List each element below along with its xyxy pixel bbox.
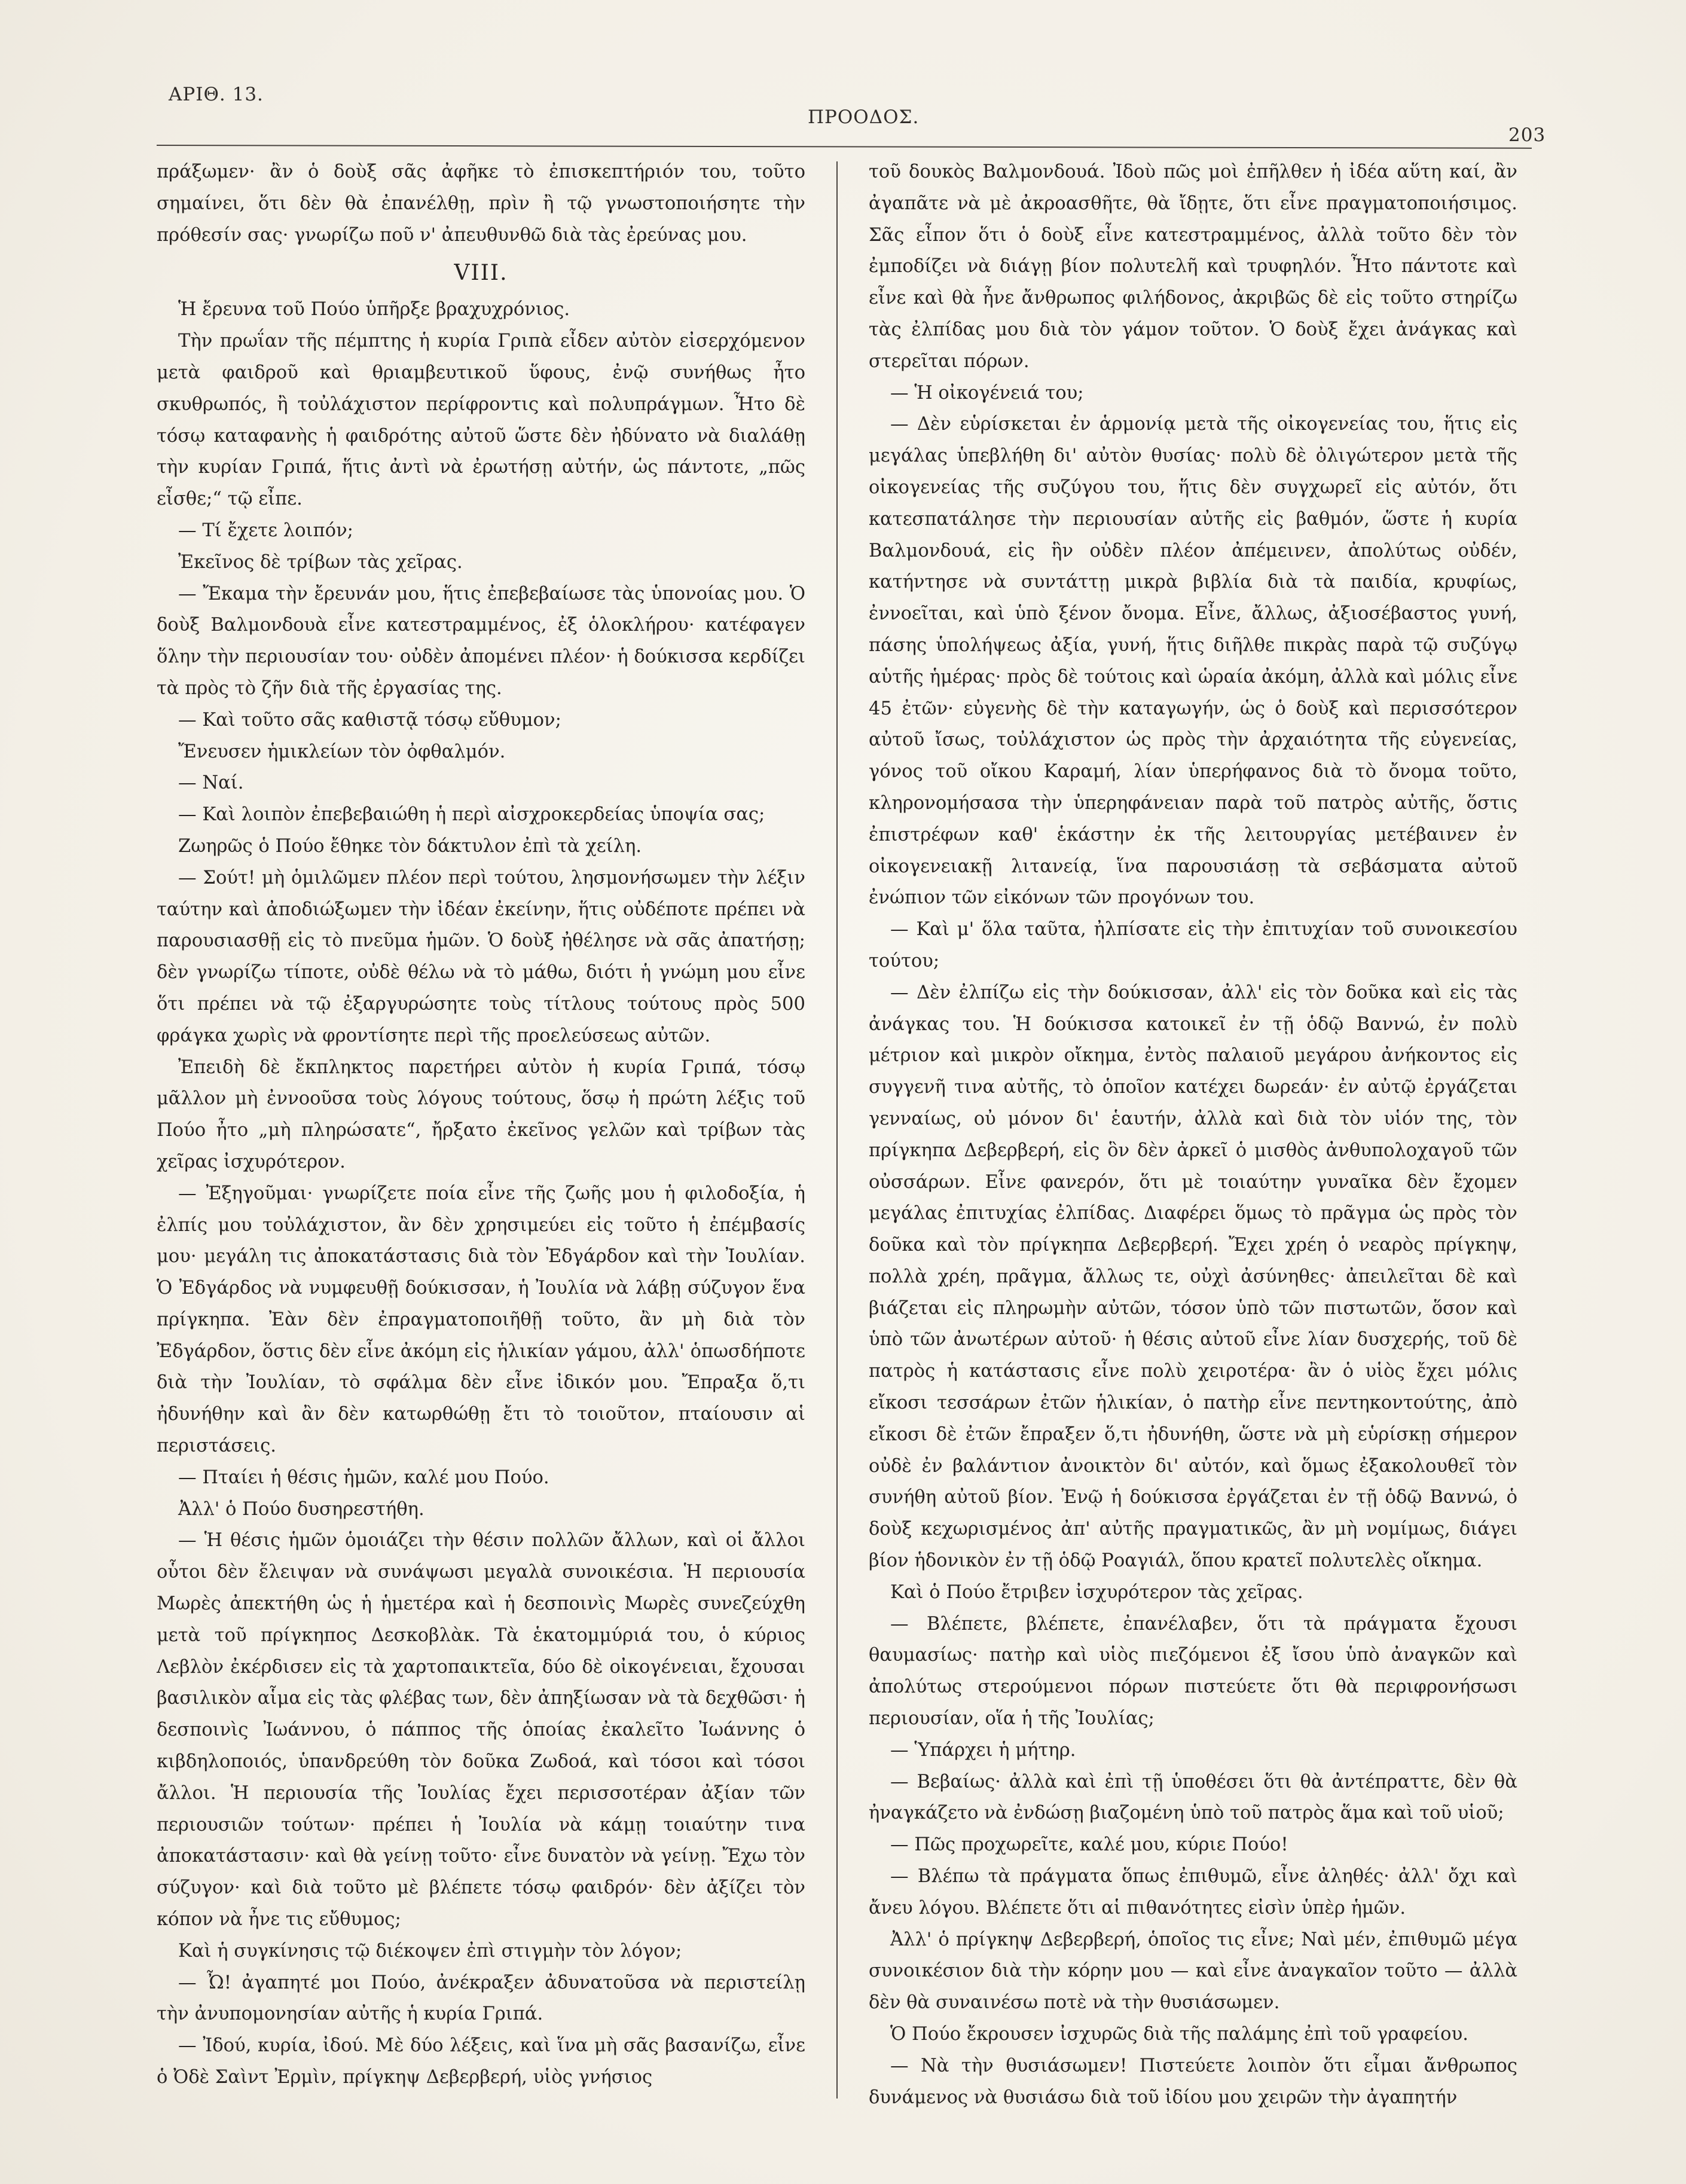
paragraph: — Σούτ! μὴ ὁμιλῶμεν πλέον περὶ τούτου, λησμονήσωμεν τὴν λέξιν ταύτην καὶ ἀποδιώξωμεν τὴν ἰδέαν ἐκείνην, ἥτις οὐδέποτε πρέπει νὰ παρουσιασθῇ εἰς τὸ πνεῦμα ἡμῶν. Ὁ δοὺξ ἠθέλησε νὰ σᾶς ἀπατήσῃ; δὲν γνωρίζω τίποτε, οὐδὲ θέλω νὰ τὸ μάθω, διότι ἡ γνώμη μου εἶνε ὅτι πρέπει νὰ τῷ ἐξαργυρώσητε τοὺς τίτλους τούτους πρὸς 500 φράγκα χωρὶς νὰ φροντίσητε περὶ τῆς προελεύσεως αὐτῶν. — [157, 867, 805, 1046]
column-divider — [836, 161, 838, 2099]
paragraph: — Βλέπω τὰ πράγματα ὅπως ἐπιθυμῶ, εἶνε ἀληθές· ἀλλ' ὄχι καὶ ἄνευ λόγου. Βλέπετε ὅτι αἱ πιθανότητες εἰσὶν ὑπὲρ ἡμῶν. — [869, 1866, 1517, 1919]
paragraph: — Ἐξηγοῦμαι· γνωρίζετε ποία εἶνε τῆς ζωῆς μου ἡ φιλοδοξία, ἡ ἐλπίς μου τοὐλάχιστον, ἂν δὲν χρησιμεύει εἰς τοῦτο ἡ ἐπέμβασίς μου· μεγάλη τις ἀποκατάστασις διὰ τὸν Ἐδγάρδον καὶ τὴν Ἰουλίαν. Ὁ Ἐδγάρδος νὰ νυμφευθῇ δούκισσαν, ἡ Ἰουλία νὰ λάβῃ σύζυγον ἕνα πρίγκηπα. Ἐὰν δὲν ἐπραγματοποιῆθῇ τοῦτο, ἂν μὴ διὰ τὸν Ἐδγάρδον, ὅστις δὲν εἶνε ἀκόμη εἰς ἡλικίαν γάμου, ἀλλ' ὁπωσδήποτε διὰ τὴν Ἰουλίαν, τὸ σφάλμα δὲν εἶνε ἰδικόν μου. Ἔπραξα ὅ,τι ἠδυνήθην καὶ ἂν δὲν κατωρθώθῃ ἔτι τὸ τοιοῦτον, πταίουσιν αἱ περιστάσεις. — [157, 1183, 805, 1457]
section-heading: VIII. — [454, 261, 508, 286]
left-column — [157, 157, 805, 2094]
paragraph: — Ὑπάρχει ἡ μήτηρ. — [890, 1739, 1076, 1761]
paragraph: Καὶ ὁ Πούο ἔτριβεν ἰσχυρότερον τὰς χεῖρας. — [890, 1581, 1303, 1603]
left-paragraphs — [157, 294, 805, 2093]
page-number: 203 — [1508, 124, 1546, 146]
right-intro-paragraph: τοῦ δουκὸς Βαλμονδουά. Ἰδοὺ πῶς μοὶ ἐπῆλθεν ἡ ἰδέα αὕτη καί, ἂν ἀγαπᾶτε νὰ μὲ ἀκροασθῆτε, θὰ ἴδῃτε, ὅτι εἶνε πραγματοποιήσιμος. Σᾶς εἶπον ὅτι ὁ δοὺξ εἶνε κατεστραμμένος, ἀλλὰ τοῦτο δὲν τὸν ἐμποδίζει νὰ διάγῃ βίον πολυτελῆ καὶ τρυφηλόν. Ἦτο πάντοτε καὶ εἶνε καὶ θὰ ἦνε ἄνθρωπος φιλήδονος, ἀκριβῶς δὲ εἰς τοῦτο στηρίζω τὰς ἐλπίδας μου διὰ τὸν γάμον τοῦτον. Ὁ δοὺξ ἔχει ἀνάγκας καὶ στερεῖται πόρων. — [869, 161, 1517, 372]
paragraph: Ζωηρῶς ὁ Πούο ἔθηκε τὸν δάκτυλον ἐπὶ τὰ χείλη. — [178, 835, 642, 857]
paragraph: — Ἔκαμα τὴν ἔρευνάν μου, ἥτις ἐπεβεβαίωσε τὰς ὑπονοίας μου. Ὁ δοὺξ Βαλμονδουὰ εἶνε κατεστραμμένος, ἐξ ὁλοκλήρου· κατέφαγεν ὅλην τὴν περιουσίαν του· οὐδὲν ἀπομένει πλέον· ἡ δούκισσα κερδίζει τὰ πρὸς τὸ ζῆν διὰ τῆς ἐργασίας της. — [157, 583, 805, 699]
paragraph: Τὴν πρωΐαν τῆς πέμπτης ἡ κυρία Γριπὰ εἶδεν αὐτὸν εἰσερχόμενον μετὰ φαιδροῦ καὶ θριαμβευτικοῦ ὕφους, ἐνῷ συνήθως ἦτο σκυθρωπός, ἢ τοὐλάχιστον περίφροντις καὶ πολυπράγμων. Ἦτο δὲ τόσῳ καταφανὴς ἡ φαιδρότης αὐτοῦ ὥστε δὲν ἠδύνατο νὰ διαλάθῃ τὴν κυρίαν Γριπά, ἥτις ἀντὶ νὰ ἐρωτήσῃ αὐτήν, ὡς πάντοτε, „πῶς εἶσθε;“ τῷ εἶπε. — [157, 331, 805, 510]
issue-number: ΑΡΙΘ. 13. — [169, 84, 264, 105]
paragraph: Καὶ ἡ συγκίνησις τῷ διέκοψεν ἐπὶ στιγμὴν τὸν λόγον; — [178, 1940, 682, 1962]
paragraph: — Πῶς προχωρεῖτε, καλέ μου, κύριε Πούο! — [890, 1834, 1288, 1856]
paragraph: Ὁ Πούο ἔκρουσεν ἰσχυρῶς διὰ τῆς παλάμης ἐπὶ τοῦ γραφείου. — [890, 2024, 1468, 2045]
paragraph: — Βλέπετε, βλέπετε, ἐπανέλαβεν, ὅτι τὰ πράγματα ἔχουσι θαυμασίως· πατὴρ καὶ υἱὸς πιεζόμενοι ἐξ ἴσου ὑπὸ ἀναγκῶν καὶ ἀπολύτως στερούμενοι πόρων πιστεύετε ὅτι θὰ περιφρονήσωσι περιουσίαν, οἵα ἡ τῆς Ἰουλίας; — [869, 1613, 1517, 1730]
right-column — [869, 157, 1517, 2113]
paragraph: — Ὦ! ἀγαπητέ μοι Πούο, ἀνέκραξεν ἀδυνατοῦσα νὰ περιστείλῃ τὴν ἀνυπομονησίαν αὐτῆς ἡ κυρία Γριπά. — [157, 1972, 805, 2025]
paragraph: — Δὲν εὑρίσκεται ἐν ἁρμονίᾳ μετὰ τῆς οἰκογενείας του, ἥτις εἰς μεγάλας ὑπεβλήθη δι' αὐτὸν θυσίας· πολὺ δὲ ὀλιγώτερον μετὰ τῆς οἰκογενείας τῆς συζύγου του, ἥτις δὲν συγχωρεῖ εἰς αὐτόν, ὅτι κατεσπατάλησε τὴν περιουσίαν αὐτῆς εἰς βαθμόν, ὥστε ἡ κυρία Βαλμονδουά, εἰς ἣν οὐδὲν πλέον ἀπέμεινεν, ἀπολύτως οὐδέν, κατήντησε νὰ συντάττῃ μικρὰ βιβλία διὰ τὰ παιδία, κρυφίως, ἐννοεῖται, καὶ ὑπὸ ξένον ὄνομα. Εἶνε, ἄλλως, ἀξιοσέβαστος γυνή, πάσης ὑπολήψεως ἀξία, γυνή, ἥτις διῆλθε πικρὰς παρὰ τῷ συζύγῳ αὑτῆς ἡμέρας· πρὸς δὲ τούτοις καὶ ὡραία ἀκόμη, ἀλλὰ καὶ μόλις εἶνε 45 ἐτῶν· εὐγενὴς δὲ τὴν καταγωγήν, ὡς ὁ δοὺξ καὶ περισσότερον αὐτοῦ ἴσως, τοὐλάχιστον ὡς πρὸς τὴν ἀρχαιότητα τῆς εὐγενείας, γόνος τοῦ οἴκου Καραμή, λίαν ὑπερήφανος διὰ τὸ ὄνομα τοῦτο, κληρονομήσασα τὴν ὑπερηφάνειαν παρὰ τοῦ πατρὸς αὐτῆς, ὅστις ἐπιστρέφων καθ' ἑκάστην ἐκ τῆς λειτουργίας μετέβαινεν ἐν οἰκογενειακῇ λιτανείᾳ, ἵνα παρουσιάσῃ τὰ σεβάσματα αὐτοῦ ἐνώπιον τῶν εἰκόνων τῶν προγόνων του. — [869, 414, 1517, 909]
paragraph: — Δὲν ἐλπίζω εἰς τὴν δούκισσαν, ἀλλ' εἰς τὸν δοῦκα καὶ εἰς τὰς ἀνάγκας του. Ἡ δούκισσα κατοικεῖ ἐν τῇ ὁδῷ Βαννώ, ἐν πολὺ μέτριον καὶ μικρὸν οἴκημα, ἐντὸς παλαιοῦ μεγάρου ἀνήκοντος εἰς συγγενῆ τινα αὐτῆς, τὸ ὁποῖον κατέχει δωρεάν· ἐν αὐτῷ ἐργάζεται γενναίως, οὐ μόνον δι' ἑαυτήν, ἀλλὰ καὶ διὰ τὸν υἱόν της, τὸν πρίγκηπα Δεβερβερή, εἰς ὃν δὲν ἀρκεῖ ὁ μισθὸς ἀνθυπολοχαγοῦ τῶν οὐσσάρων. Εἶνε φανερόν, ὅτι μὲ τοιαύτην γυναῖκα δὲν ἔχομεν μεγάλας ἐπιτυχίας ἐλπίδας. Διαφέρει ὅμως τὸ πρᾶγμα ὡς πρὸς τὸν δοῦκα καὶ τὸν πρίγκηπα Δεβερβερή. Ἔχει χρέη ὁ νεαρὸς πρίγκηψ, πολλὰ χρέη, πρᾶγμα, ἄλλως τε, οὐχὶ ἀσύνηθες· ἀπειλεῖται δὲ καὶ βιάζεται εἰς πληρωμὴν αὐτῶν, τόσον ὑπὸ τῶν πιστωτῶν, ὅσον καὶ ὑπὸ τῶν ἀνωτέρων αὐτοῦ· ἡ θέσις αὐτοῦ εἶνε λίαν δυσχερής, τοῦ δὲ πατρὸς ἡ κατάστασις εἶνε πολὺ χειροτέρα· ἂν ὁ υἱὸς ἔχει μόλις εἴκοσι τεσσάρων ἐτῶν ἡλικίαν, ὁ πατὴρ εἶνε πεντηκοντούτης, ἀπὸ εἴκοσι δὲ ἐτῶν ἔπραξεν ὅ,τι ἠδυνήθη, ὥστε νὰ μὴ εὑρίσκῃ σήμερον οὐδὲ ἐν βαλάντιον ἀνοικτὸν δι' αὐτόν, καὶ ὅμως ἐξακολουθεῖ τὸν συνήθη αὐτοῦ βίον. Ἐνῷ ἡ δούκισσα ἐργάζεται ἐν τῇ ὁδῷ Βαννώ, ὁ δοὺξ κεχωρισμένος ἀπ' αὐτῆς πραγματικῶς, ἂν μὴ νομίμως, διάγει βίον ἡδονικὸν ἐν τῇ ὁδῷ Ροαγιάλ, ὅπου κρατεῖ πολυτελὲς οἴκημα. — [869, 982, 1517, 1572]
paragraph: Ἔνευσεν ἡμικλείων τὸν ὀφθαλμόν. — [178, 741, 506, 762]
paragraph: — Καὶ τοῦτο σᾶς καθιστᾷ τόσῳ εὔθυμον; — [178, 709, 561, 731]
paragraph: Ἡ ἔρευνα τοῦ Πούο ὑπῆρξε βραχυχρόνιος. — [178, 299, 570, 320]
paragraph: — Τί ἔχετε λοιπόν; — [178, 520, 353, 541]
paragraph: Ἐπειδὴ δὲ ἔκπληκτος παρετήρει αὐτὸν ἡ κυρία Γριπά, τόσῳ μᾶλλον μὴ ἐννοοῦσα τοὺς λόγους τούτους, ὅσῳ ἡ πρώτη λέξις τοῦ Πούο ἦτο „μὴ πληρώσατε“, ἤρξατο ἐκεῖνος γελῶν καὶ τρίβων τὰς χεῖρας ἰσχυρότερον. — [157, 1056, 805, 1172]
paragraph: — Καὶ λοιπὸν ἐπεβεβαιώθη ἡ περὶ αἰσχροκερδείας ὑποψία σας; — [178, 804, 765, 826]
paragraph: Ἀλλ' ὁ Πούο δυσηρεστήθη. — [178, 1498, 424, 1520]
left-intro-paragraph: πράξωμεν· ἂν ὁ δοὺξ σᾶς ἀφῆκε τὸ ἐπισκεπτήριόν του, τοῦτο σημαίνει, ὅτι δὲν θὰ ἐπανέλθῃ, πρὶν ἢ τῷ γνωστοποιήσητε τὴν πρόθεσίν σας· γνωρίζω ποῦ ν' ἀπευθυνθῶ διὰ τὰς ἐρεύνας μου. — [157, 161, 805, 246]
paragraph: — Ἰδού, κυρία, ἰδού. Μὲ δύο λέξεις, καὶ ἵνα μὴ σᾶς βασανίζω, εἶνε ὁ Ὀδὲ Σαὶντ Ἐρμὶν, πρίγκηψ Δεβερβερή, υἱὸς γνήσιος — [157, 2035, 805, 2088]
paragraph: Ἀλλ' ὁ πρίγκηψ Δεβερβερή, ὁποῖος τις εἶνε; Ναὶ μέν, ἐπιθυμῶ μέγα συνοικέσιον διὰ τὴν κόρην μου — καὶ εἶνε ἀναγκαῖον τοῦτο — ἀλλὰ δὲν θὰ συναινέσω ποτὲ νὰ τὴν θυσιάσωμεν. — [869, 1929, 1517, 2014]
paragraph: — Ἡ θέσις ἡμῶν ὁμοιάζει τὴν θέσιν πολλῶν ἄλλων, καὶ οἱ ἄλλοι οὗτοι δὲν ἔλειψαν νὰ συνάψωσι μεγαλὰ συνοικέσια. Ἡ περιουσία Μωρὲς ἀπεκτήθη ὡς ἡ ἡμετέρα καὶ ἡ δεσποινὶς Μωρὲς συνεζεύχθη μετὰ τοῦ πρίγκηπος Δεσκοβλὰκ. Τὰ ἑκατομμύριά του, ὁ κύριος Λεβλὸν ἐκέρδισεν εἰς τὰ χαρτοπαικτεῖα, δύο δὲ οἰκογένειαι, ἔχουσαι βασιλικὸν αἷμα εἰς τὰς φλέβας των, δὲν ἀπηξίωσαν νὰ τὰ δεχθῶσι· ἡ δεσποινὶς Ἰωάννου, ὁ πάππος τῆς ὁποίας ἐκαλεῖτο Ἰωάννης ὁ κιβδηλοποιός, ὑπανδρεύθη τὸν δοῦκα Ζωδοά, καὶ τόσοι καὶ τόσοι ἄλλοι. Ἡ περιουσία τῆς Ἰουλίας ἔχει περισσοτέραν ἀξίαν τῶν περιουσιῶν τούτων· πρέπει ἡ Ἰουλία νὰ κάμῃ τοιαύτην τινα ἀποκατάστασιν· καὶ θὰ γείνῃ τοῦτο· εἶνε δυνατὸν νὰ γείνῃ. Ἔχω τὸν σύζυγον· καὶ διὰ τοῦτο μὲ βλέπετε τόσῳ φαιδρόν· δὲν ἀξίζει τὸν κόπον νὰ ἦνε τις εὔθυμος; — [157, 1530, 805, 1931]
paragraph: — Νὰ τὴν θυσιάσωμεν! Πιστεύετε λοιπὸν ὅτι εἶμαι ἄνθρωπος δυνάμενος νὰ θυσιάσω διὰ τοῦ ἰδίου μου χειρῶν τὴν ἀγαπητήν — [869, 2055, 1517, 2108]
paragraph: — Ναί. — [178, 772, 244, 794]
paragraph: — Πταίει ἡ θέσις ἡμῶν, καλέ μου Πούο. — [178, 1467, 549, 1488]
paragraph: Ἐκεῖνος δὲ τρίβων τὰς χεῖρας. — [178, 551, 463, 573]
paragraph: — Βεβαίως· ἀλλὰ καὶ ἐπὶ τῇ ὑποθέσει ὅτι θὰ ἀντέπραττε, δὲν θὰ ἠναγκάζετο νὰ ἐνδώσῃ βιαζομένη ὑπὸ τοῦ πατρὸς ἅμα καὶ τοῦ υἱοῦ; — [869, 1771, 1517, 1824]
paragraph: — Ἡ οἰκογένειά του; — [890, 382, 1084, 404]
right-paragraphs — [869, 378, 1517, 2114]
paragraph: — Καὶ μ' ὅλα ταῦτα, ἠλπίσατε εἰς τὴν ἐπιτυχίαν τοῦ συνοικεσίου τούτου; — [869, 919, 1517, 972]
journal-title: ΠΡΟΟΔΟΣ. — [808, 106, 920, 128]
